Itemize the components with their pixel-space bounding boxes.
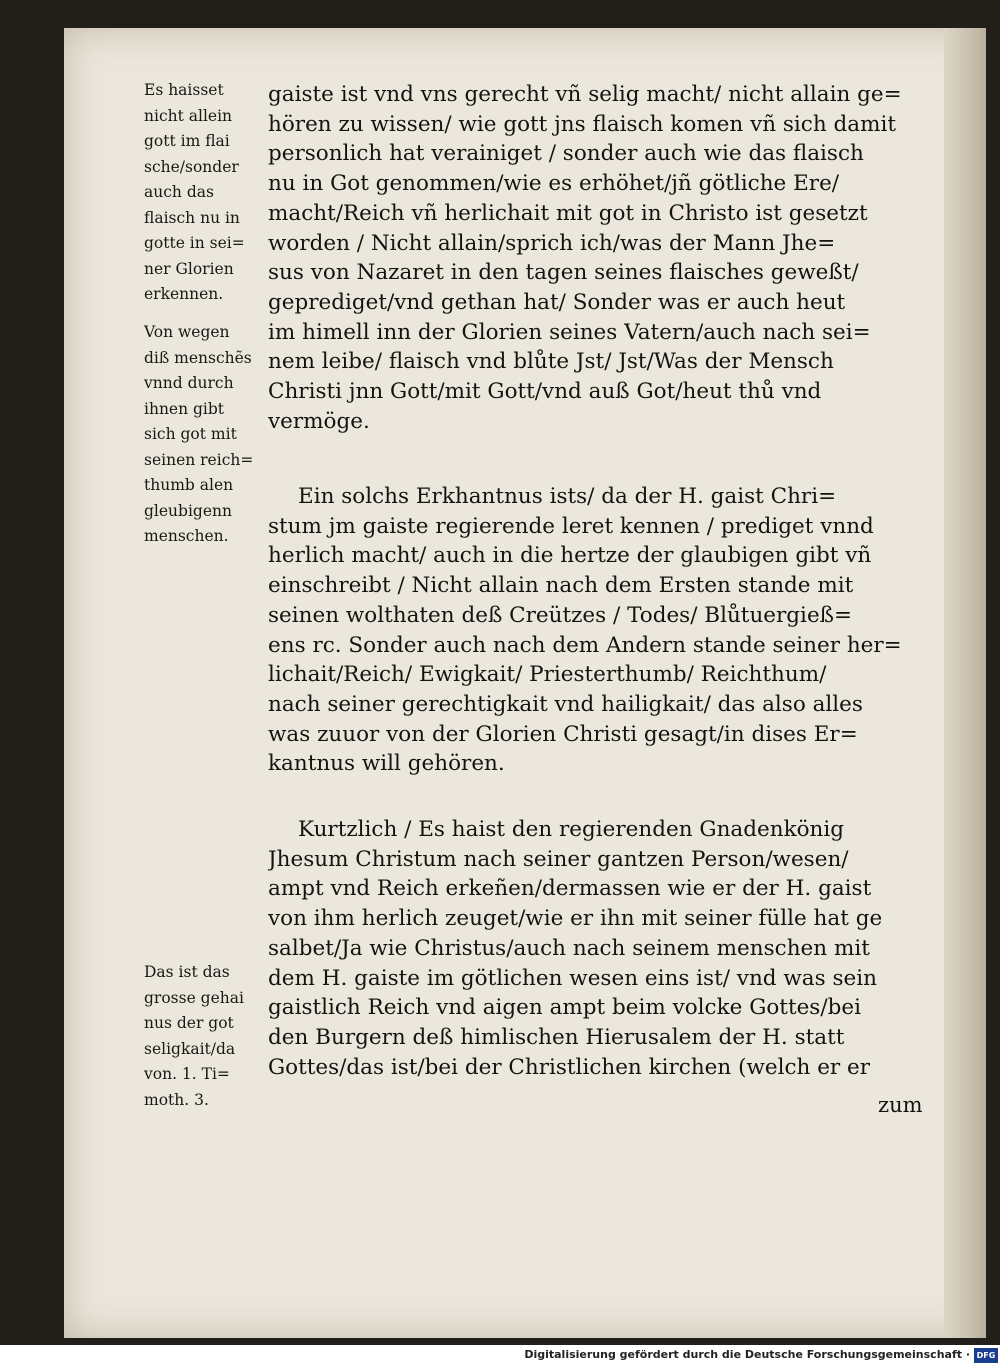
footer-bar (0, 1345, 1000, 1368)
dfg-logo-icon: DFG (974, 1348, 998, 1363)
text-line: hören zu wissen/ wie gott jns flaisch komen vñ sich damit (268, 111, 897, 137)
text-line: nu in Got genommen/wie es erhöhet/jñ götliche Ere/ (268, 171, 840, 197)
margin-line: sich got mit (144, 425, 237, 443)
margin-line: von. 1. Ti= (144, 1065, 230, 1083)
margin-line: gott im flai (144, 132, 230, 150)
margin-line: vnnd durch (144, 374, 234, 392)
margin-line: grosse gehai (144, 988, 244, 1007)
text-line: seinen wolthaten deß Creützes / Todes/ Blůtuergieß= (268, 602, 853, 628)
text-line: nem leibe/ flaisch vnd blůte Jst/ Jst/Was der Mensch (268, 349, 834, 375)
margin-line: sche/sonder (144, 157, 239, 176)
text-line: den Burgern deß himlischen Hierusalem der H. statt (268, 1024, 845, 1050)
margin-line: auch das (144, 183, 214, 201)
text-line: macht/Reich vñ herlichait mit got in Christo ist gesetzt (268, 200, 868, 226)
text-line: ens rc. Sonder auch nach dem Andern stande seiner her= (268, 632, 902, 658)
page-edge (944, 28, 986, 1338)
margin-line: ihnen gibt (144, 399, 225, 418)
margin-line: Es haisset (144, 81, 224, 99)
margin-line: Das ist das (144, 963, 230, 981)
body-paragraph-1 (268, 80, 940, 436)
text-line: Christi jnn Gott/mit Gott/vnd auß Got/heut thů vnd (268, 379, 822, 405)
text-line: personlich hat verainiget / sonder auch wie das flaisch (268, 141, 864, 167)
margin-line: moth. 3. (144, 1090, 209, 1109)
margin-line: gotte in sei= (144, 234, 245, 252)
funding-credit: Digitalisierung gefördert durch die Deutsche Forschungsgemeinschaft · (524, 1348, 970, 1361)
text-line: Jhesum Christum nach seiner gantzen Person/wesen/ (268, 846, 849, 872)
text-line: gaiste ist vnd vns gerecht vñ selig macht/ nicht allain ge= (268, 82, 902, 107)
margin-line: nus der got (144, 1014, 234, 1032)
margin-line: seinen reich= (144, 450, 254, 469)
body-paragraph-2 (268, 482, 940, 779)
margin-line: Von wegen (144, 323, 230, 341)
text-line: dem H. gaiste im götlichen wesen eins ist/ vnd was sein (268, 965, 877, 991)
body-paragraph-3 (268, 815, 940, 1082)
margin-line: ner Glorien (144, 259, 234, 278)
text-line: sus von Nazaret in den tagen seines flaisches geweßt/ (268, 260, 859, 286)
margin-line: menschen. (144, 527, 229, 545)
text-line: kantnus will gehören. (268, 751, 505, 777)
text-line: von ihm herlich zeuget/wie er ihn mit seiner fülle hat ge (268, 906, 883, 932)
text-line: Ein solchs Erkhantnus ists/ da der H. gaist Chri= (298, 484, 837, 509)
text-line: geprediget/vnd gethan hat/ Sonder was er auch heut (268, 289, 846, 315)
text-line: nach seiner gerechtigkait vnd hailigkait/ das also alles (268, 691, 863, 717)
margin-line: nicht allein (144, 106, 233, 125)
margin-line: thumb alen (144, 476, 234, 494)
margin-note-3 (144, 960, 262, 1113)
catchword: zum (878, 1093, 923, 1117)
margin-line: diß menschẽs (144, 348, 252, 367)
text-line: gaistlich Reich vnd aigen ampt beim volcke Gottes/bei (268, 995, 861, 1021)
margin-line: erkennen. (144, 285, 224, 303)
margin-line: seligkait/da (144, 1039, 236, 1058)
text-line: ampt vnd Reich erkeñen/dermassen wie er der H. gaist (268, 876, 872, 902)
text-line: lichait/Reich/ Ewigkait/ Priesterthumb/ Reichthum/ (268, 662, 827, 688)
text-line: worden / Nicht allain/sprich ich/was der Mann Jhe= (268, 230, 836, 256)
margin-note-2 (144, 320, 262, 550)
text-line: salbet/Ja wie Christus/auch nach seinem menschen mit (268, 935, 870, 961)
text-line: Gottes/das ist/bei der Christlichen kirchen (welch er er (268, 1054, 871, 1080)
text-line: herlich macht/ auch in die hertze der glaubigen gibt vñ (268, 543, 872, 569)
text-line: Kurtzlich / Es haist den regierenden Gnadenkönig (298, 817, 845, 842)
margin-line: flaisch nu in (144, 208, 240, 227)
text-line: stum jm gaiste regierende leret kennen / prediget vnnd (268, 513, 874, 539)
margin-line: gleubigenn (144, 501, 232, 520)
text-line: einschreibt / Nicht allain nach dem Ersten stande mit (268, 573, 854, 599)
text-line: was zuuor von der Glorien Christi gesagt/in dises Er= (268, 721, 858, 747)
text-line: im himell inn der Glorien seines Vatern/auch nach sei= (268, 319, 871, 345)
margin-note-1 (144, 78, 262, 308)
text-line: vermöge. (268, 408, 370, 434)
